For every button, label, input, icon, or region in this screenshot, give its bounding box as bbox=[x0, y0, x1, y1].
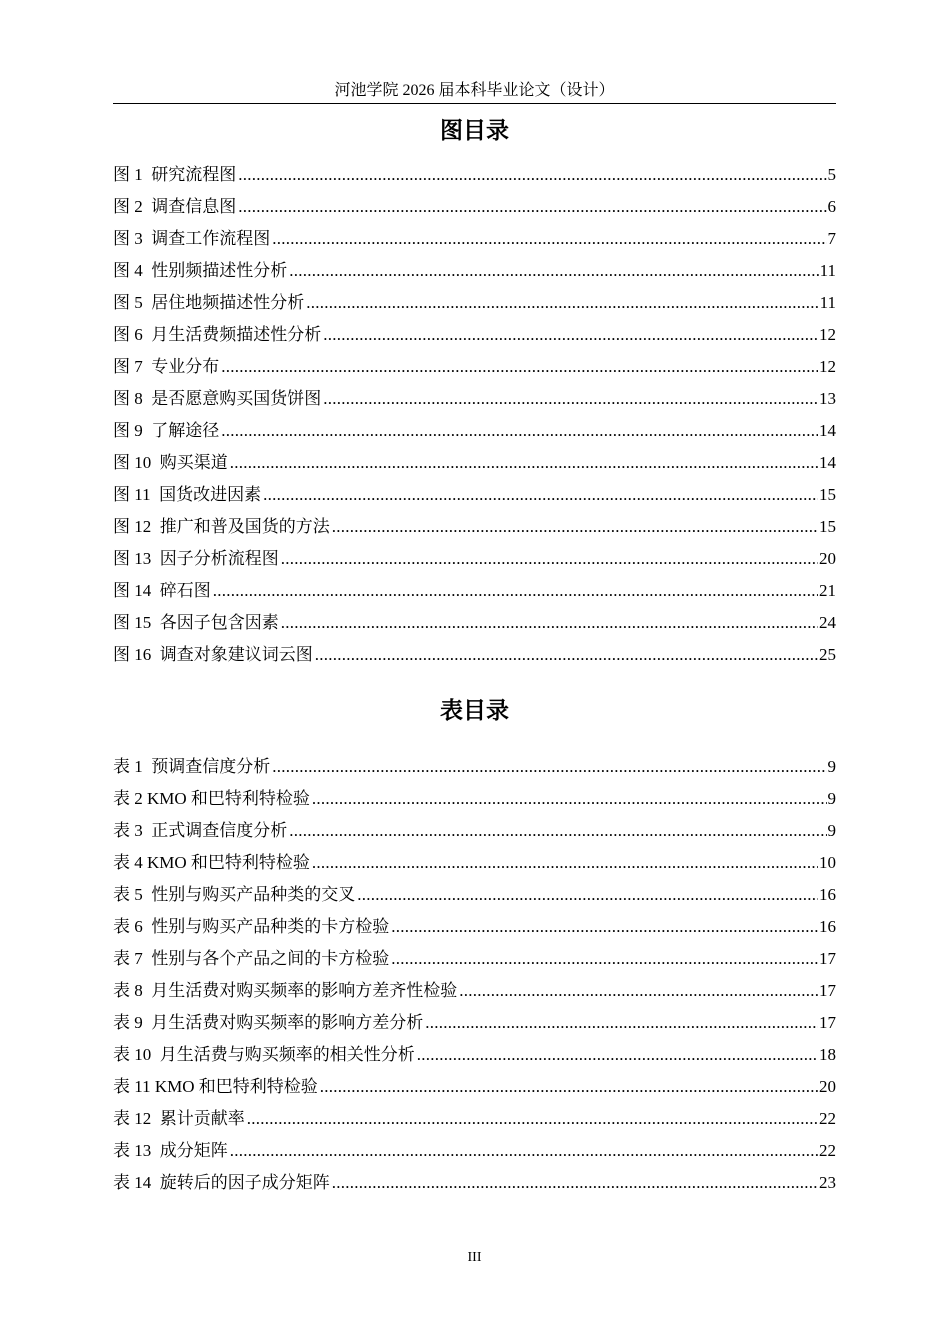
toc-dot-leader bbox=[332, 516, 818, 538]
toc-dot-leader bbox=[263, 484, 818, 506]
toc-entry[interactable] bbox=[113, 1076, 836, 1108]
toc-entry-label: 图 10 购买渠道 bbox=[113, 453, 228, 472]
header-rule bbox=[113, 103, 836, 104]
toc-dot-leader bbox=[230, 452, 818, 474]
toc-entry-label: 表 8 月生活费对购买频率的影响方差齐性检验 bbox=[113, 981, 458, 1000]
toc-entry-page: 9 bbox=[827, 757, 836, 776]
toc-entry-page: 11 bbox=[819, 293, 836, 312]
toc-entry-label: 图 2 调查信息图 bbox=[113, 197, 237, 216]
toc-entry-label: 表 10 月生活费与购买频率的相关性分析 bbox=[113, 1045, 415, 1064]
toc-entry-page: 7 bbox=[827, 229, 836, 248]
toc-entry[interactable] bbox=[113, 484, 836, 516]
toc-entry[interactable] bbox=[113, 260, 836, 292]
toc-entry[interactable] bbox=[113, 756, 836, 788]
toc-dot-leader bbox=[289, 820, 826, 842]
toc-entry-label: 表 12 累计贡献率 bbox=[113, 1109, 245, 1128]
toc-entry[interactable] bbox=[113, 388, 836, 420]
toc-entry[interactable] bbox=[113, 1044, 836, 1076]
toc-entry-page: 22 bbox=[819, 1141, 836, 1160]
figure-toc-list bbox=[113, 164, 836, 676]
toc-entry-page: 24 bbox=[819, 613, 836, 632]
toc-entry-label: 图 14 碎石图 bbox=[113, 581, 211, 600]
toc-entry-page: 17 bbox=[819, 949, 836, 968]
toc-entry[interactable] bbox=[113, 820, 836, 852]
toc-entry-label: 表 9 月生活费对购买频率的影响方差分析 bbox=[113, 1013, 424, 1032]
toc-dot-leader bbox=[320, 1076, 818, 1098]
toc-dot-leader bbox=[417, 1044, 818, 1066]
toc-entry-label: 图 12 推广和普及国货的方法 bbox=[113, 517, 330, 536]
toc-entry-label: 表 14 旋转后的因子成分矩阵 bbox=[113, 1173, 330, 1192]
toc-entry[interactable] bbox=[113, 580, 836, 612]
toc-entry-label: 表 4 KMO 和巴特利特检验 bbox=[113, 853, 310, 872]
toc-entry-page: 23 bbox=[819, 1173, 836, 1192]
toc-entry-page: 21 bbox=[819, 581, 836, 600]
table-toc-list bbox=[113, 756, 836, 1204]
toc-entry-label: 图 5 居住地频描述性分析 bbox=[113, 293, 305, 312]
toc-entry-label: 表 6 性别与购买产品种类的卡方检验 bbox=[113, 917, 390, 936]
toc-entry[interactable] bbox=[113, 356, 836, 388]
toc-entry-label: 图 3 调查工作流程图 bbox=[113, 229, 271, 248]
toc-entry[interactable] bbox=[113, 980, 836, 1012]
toc-entry-label: 表 11 KMO 和巴特利特检验 bbox=[113, 1077, 318, 1096]
toc-dot-leader bbox=[230, 1140, 818, 1162]
toc-entry-page: 12 bbox=[819, 325, 836, 344]
toc-entry-page: 20 bbox=[819, 1077, 836, 1096]
toc-dot-leader bbox=[312, 852, 818, 874]
toc-entry-label: 表 13 成分矩阵 bbox=[113, 1141, 228, 1160]
toc-entry-page: 9 bbox=[827, 789, 836, 808]
toc-dot-leader bbox=[391, 948, 818, 970]
toc-entry[interactable] bbox=[113, 1140, 836, 1172]
toc-dot-leader bbox=[221, 420, 818, 442]
toc-entry[interactable] bbox=[113, 916, 836, 948]
toc-entry-label: 图 16 调查对象建议词云图 bbox=[113, 645, 313, 664]
toc-entry-page: 14 bbox=[819, 421, 836, 440]
toc-entry-label: 图 9 了解途径 bbox=[113, 421, 220, 440]
page-header: 河池学院 2026 届本科毕业论文（设计） bbox=[334, 82, 615, 99]
toc-entry-page: 25 bbox=[819, 645, 836, 664]
toc-entry-page: 12 bbox=[819, 357, 836, 376]
toc-entry-page: 17 bbox=[819, 1013, 836, 1032]
toc-dot-leader bbox=[238, 164, 826, 186]
toc-dot-leader bbox=[391, 916, 818, 938]
figure-toc-title: 图目录 bbox=[440, 118, 509, 144]
toc-entry-label: 表 5 性别与购买产品种类的交叉 bbox=[113, 885, 356, 904]
toc-entry-page: 22 bbox=[819, 1109, 836, 1128]
toc-entry-page: 6 bbox=[827, 197, 836, 216]
toc-entry-page: 18 bbox=[819, 1045, 836, 1064]
toc-entry[interactable] bbox=[113, 612, 836, 644]
toc-entry-label: 表 3 正式调查信度分析 bbox=[113, 821, 288, 840]
toc-dot-leader bbox=[323, 324, 818, 346]
toc-dot-leader bbox=[281, 548, 818, 570]
toc-entry[interactable] bbox=[113, 852, 836, 884]
toc-dot-leader bbox=[357, 884, 818, 906]
toc-entry-label: 表 2 KMO 和巴特利特检验 bbox=[113, 789, 310, 808]
toc-entry-page: 5 bbox=[827, 165, 836, 184]
toc-dot-leader bbox=[289, 260, 818, 282]
toc-entry-page: 17 bbox=[819, 981, 836, 1000]
toc-dot-leader bbox=[306, 292, 818, 314]
toc-dot-leader bbox=[312, 788, 827, 810]
toc-entry-page: 14 bbox=[819, 453, 836, 472]
toc-entry[interactable] bbox=[113, 164, 836, 196]
toc-entry[interactable] bbox=[113, 1012, 836, 1044]
toc-dot-leader bbox=[238, 196, 826, 218]
toc-entry-page: 15 bbox=[819, 517, 836, 536]
toc-entry-page: 10 bbox=[819, 853, 836, 872]
toc-entry-label: 图 7 专业分布 bbox=[113, 357, 220, 376]
toc-entry[interactable] bbox=[113, 228, 836, 260]
toc-entry-label: 表 7 性别与各个产品之间的卡方检验 bbox=[113, 949, 390, 968]
toc-entry-label: 图 15 各因子包含因素 bbox=[113, 613, 279, 632]
toc-entry-label: 图 13 因子分析流程图 bbox=[113, 549, 279, 568]
table-toc-title: 表目录 bbox=[440, 698, 509, 724]
toc-dot-leader bbox=[425, 1012, 818, 1034]
toc-entry[interactable] bbox=[113, 948, 836, 980]
page-number: III bbox=[467, 1250, 482, 1265]
toc-entry-page: 11 bbox=[819, 261, 836, 280]
toc-entry[interactable] bbox=[113, 1108, 836, 1140]
toc-entry-page: 20 bbox=[819, 549, 836, 568]
toc-dot-leader bbox=[281, 612, 818, 634]
toc-dot-leader bbox=[332, 1172, 818, 1194]
toc-entry[interactable] bbox=[113, 788, 836, 820]
toc-dot-leader bbox=[213, 580, 818, 602]
toc-dot-leader bbox=[247, 1108, 818, 1130]
toc-entry-page: 15 bbox=[819, 485, 836, 504]
toc-dot-leader bbox=[272, 756, 826, 778]
toc-entry-label: 图 8 是否愿意购买国货饼图 bbox=[113, 389, 322, 408]
toc-entry[interactable] bbox=[113, 452, 836, 484]
toc-entry-page: 16 bbox=[819, 917, 836, 936]
toc-dot-leader bbox=[221, 356, 818, 378]
toc-dot-leader bbox=[272, 228, 826, 250]
toc-dot-leader bbox=[315, 644, 818, 666]
toc-entry[interactable] bbox=[113, 548, 836, 580]
toc-entry-page: 13 bbox=[819, 389, 836, 408]
toc-entry-label: 图 6 月生活费频描述性分析 bbox=[113, 325, 322, 344]
toc-entry[interactable] bbox=[113, 292, 836, 324]
toc-entry-label: 表 1 预调查信度分析 bbox=[113, 757, 271, 776]
toc-entry-label: 图 11 国货改进因素 bbox=[113, 485, 262, 504]
toc-entry[interactable] bbox=[113, 884, 836, 916]
toc-entry[interactable] bbox=[113, 1172, 836, 1204]
toc-entry-label: 图 1 研究流程图 bbox=[113, 165, 237, 184]
toc-dot-leader bbox=[323, 388, 818, 410]
toc-entry[interactable] bbox=[113, 196, 836, 228]
toc-entry[interactable] bbox=[113, 324, 836, 356]
toc-entry[interactable] bbox=[113, 516, 836, 548]
toc-entry-label: 图 4 性别频描述性分析 bbox=[113, 261, 288, 280]
toc-entry[interactable] bbox=[113, 420, 836, 452]
toc-entry-page: 9 bbox=[827, 821, 836, 840]
toc-entry-page: 16 bbox=[819, 885, 836, 904]
toc-entry[interactable] bbox=[113, 644, 836, 676]
toc-dot-leader bbox=[459, 980, 818, 1002]
